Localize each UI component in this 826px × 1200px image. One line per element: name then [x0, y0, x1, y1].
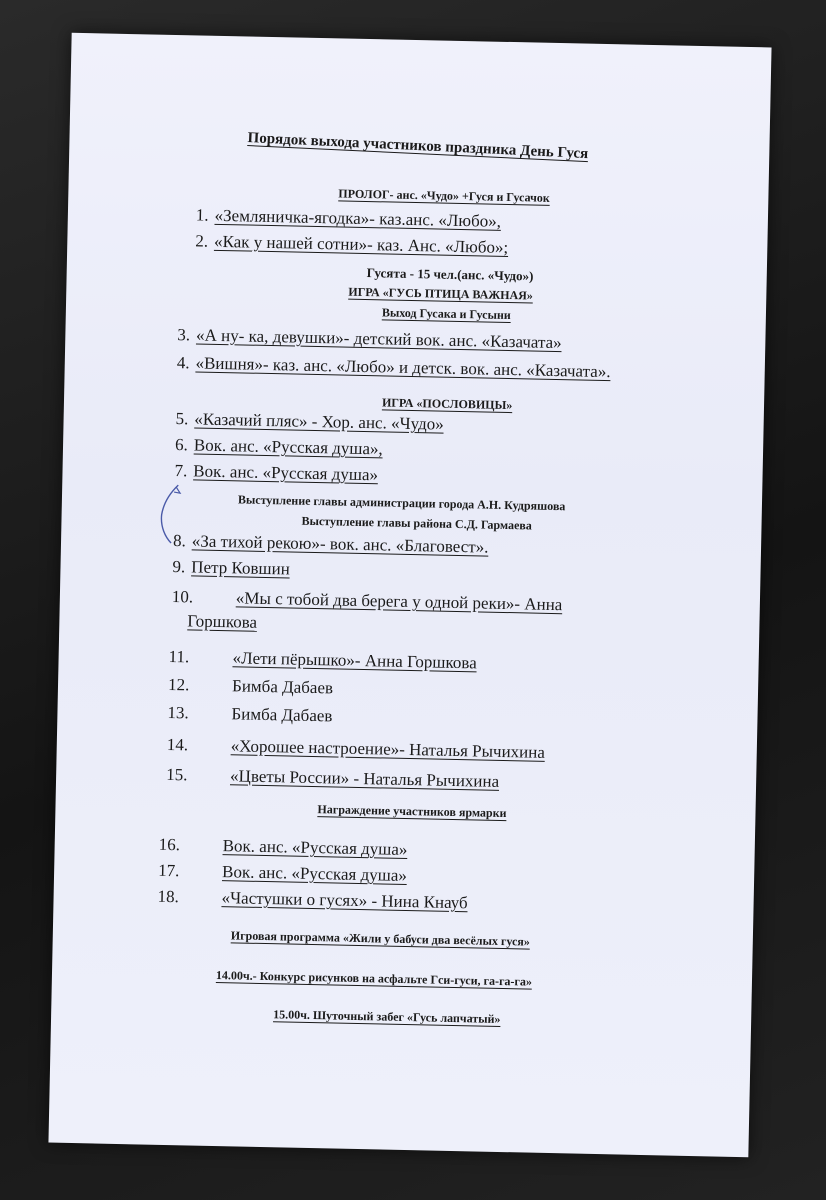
- item-text: Вок. анс. «Русская душа»: [222, 836, 408, 859]
- item-text: «Как у нашей сотни»- каз. Анс. «Любо»;: [213, 231, 509, 257]
- item-text: Вок. анс. «Русская душа»,: [193, 435, 383, 459]
- goose-exit-line: Выход Гусака и Гусыни: [381, 305, 511, 323]
- drawing-contest-line: 14.00ч.- Конкурс рисунков на асфальте Гси-гуси, га-га-га»: [215, 968, 533, 989]
- item-text: Вок. анс. «Русская душа»: [193, 461, 379, 485]
- list-item-11: [168, 647, 476, 673]
- item-number: 9.: [172, 557, 186, 577]
- item-number: 16.: [158, 834, 181, 855]
- item-text-continuation: Горшкова: [187, 611, 258, 632]
- item-number: 1.: [195, 205, 209, 225]
- list-item-5: [175, 409, 443, 435]
- item-text: Бимба Дабаев: [231, 704, 333, 726]
- fair-awards-line: Награждение участников ярмарки: [317, 802, 507, 821]
- item-number: 6.: [174, 435, 189, 455]
- list-item-10: [172, 587, 563, 615]
- item-number: 5.: [175, 409, 189, 429]
- item-number: 7.: [174, 461, 188, 481]
- item-text: «Частушки о гусях» - Нина Кнауб: [221, 888, 468, 913]
- speech-city-head: Выступление главы администрации города А.Н. Кудряшова: [237, 492, 566, 514]
- item-text: «Земляничка-ягодка»- каз.анс. «Любо»,: [214, 205, 502, 231]
- item-text: «А ну- ка, девушки»- детский вок. анс. «Казачата»: [195, 325, 562, 353]
- item-text: Вок. анс. «Русская душа»: [221, 862, 408, 885]
- list-item-2: [195, 231, 508, 258]
- goose-race-line: 15.00ч. Шуточный забег «Гусь лапчатый»: [273, 1007, 501, 1026]
- game-proverbs-line: ИГРА «ПОСЛОВИЦЫ»: [381, 395, 513, 413]
- item-text: «Мы с тобой два берега у одной реки»- Анна: [235, 588, 563, 615]
- list-item-6: [175, 435, 383, 459]
- list-item-12: [168, 675, 333, 698]
- item-text: «Казачий пляс» - Хор. анс. «Чудо»: [194, 409, 444, 434]
- list-item-4: [177, 353, 611, 382]
- list-item-8: [173, 531, 489, 558]
- list-item-18: [157, 887, 467, 913]
- item-text: «За тихой рекою»- вок. анс. «Благовест».: [191, 531, 489, 557]
- item-number: 14.: [166, 734, 189, 755]
- item-number: 11.: [168, 646, 190, 667]
- item-text: «Хорошее настроение»- Наталья Рычихина: [230, 736, 546, 762]
- paper-sheet: [48, 33, 771, 1157]
- list-item-9: [172, 557, 290, 579]
- speech-district-head: Выступление главы района С.Д. Гармаева: [301, 513, 533, 533]
- item-text: «Лети пёрышко»- Анна Горшкова: [232, 648, 477, 673]
- item-number: 15.: [165, 764, 188, 785]
- list-item-16: [159, 835, 408, 860]
- list-item-15: [166, 765, 499, 792]
- item-text: Петр Ковшин: [191, 557, 290, 579]
- game-program-line: Игровая программа «Жили у бабуси два весёлых гуся»: [230, 928, 531, 949]
- list-item-14: [167, 735, 545, 763]
- list-item-3: [177, 325, 562, 353]
- item-number: 17.: [157, 860, 180, 881]
- item-number: 12.: [167, 674, 190, 695]
- list-item-1: [196, 205, 502, 231]
- list-item-17: [158, 861, 407, 886]
- item-text: «Вишня»- каз. анс. «Любо» и детск. вок. анс. «Казачата».: [195, 353, 611, 382]
- item-number: 18.: [157, 886, 180, 907]
- item-text: «Цветы России» - Наталья Рычихина: [229, 766, 500, 791]
- item-number: 10.: [171, 587, 194, 607]
- prologue-line: ПРОЛОГ- анс. «Чудо» +Гуся и Гусачок: [338, 186, 550, 205]
- list-item-7: [174, 461, 378, 485]
- item-number: 4.: [176, 353, 190, 373]
- item-number: 13.: [167, 702, 189, 723]
- game-goose-line: ИГРА «ГУСЬ ПТИЦА ВАЖНАЯ»: [348, 284, 534, 303]
- item-number: 2.: [195, 231, 209, 251]
- item-number: 8.: [172, 531, 187, 551]
- item-text: Бимба Дабаев: [231, 676, 334, 698]
- list-item-10-continuation: [187, 611, 257, 632]
- document-title: Порядок выхода участников праздника День Гуся: [247, 130, 589, 163]
- goslings-line: Гусята - 15 чел.(анс. «Чудо»): [366, 265, 534, 284]
- list-item-13: [167, 703, 332, 726]
- item-number: 3.: [177, 325, 191, 345]
